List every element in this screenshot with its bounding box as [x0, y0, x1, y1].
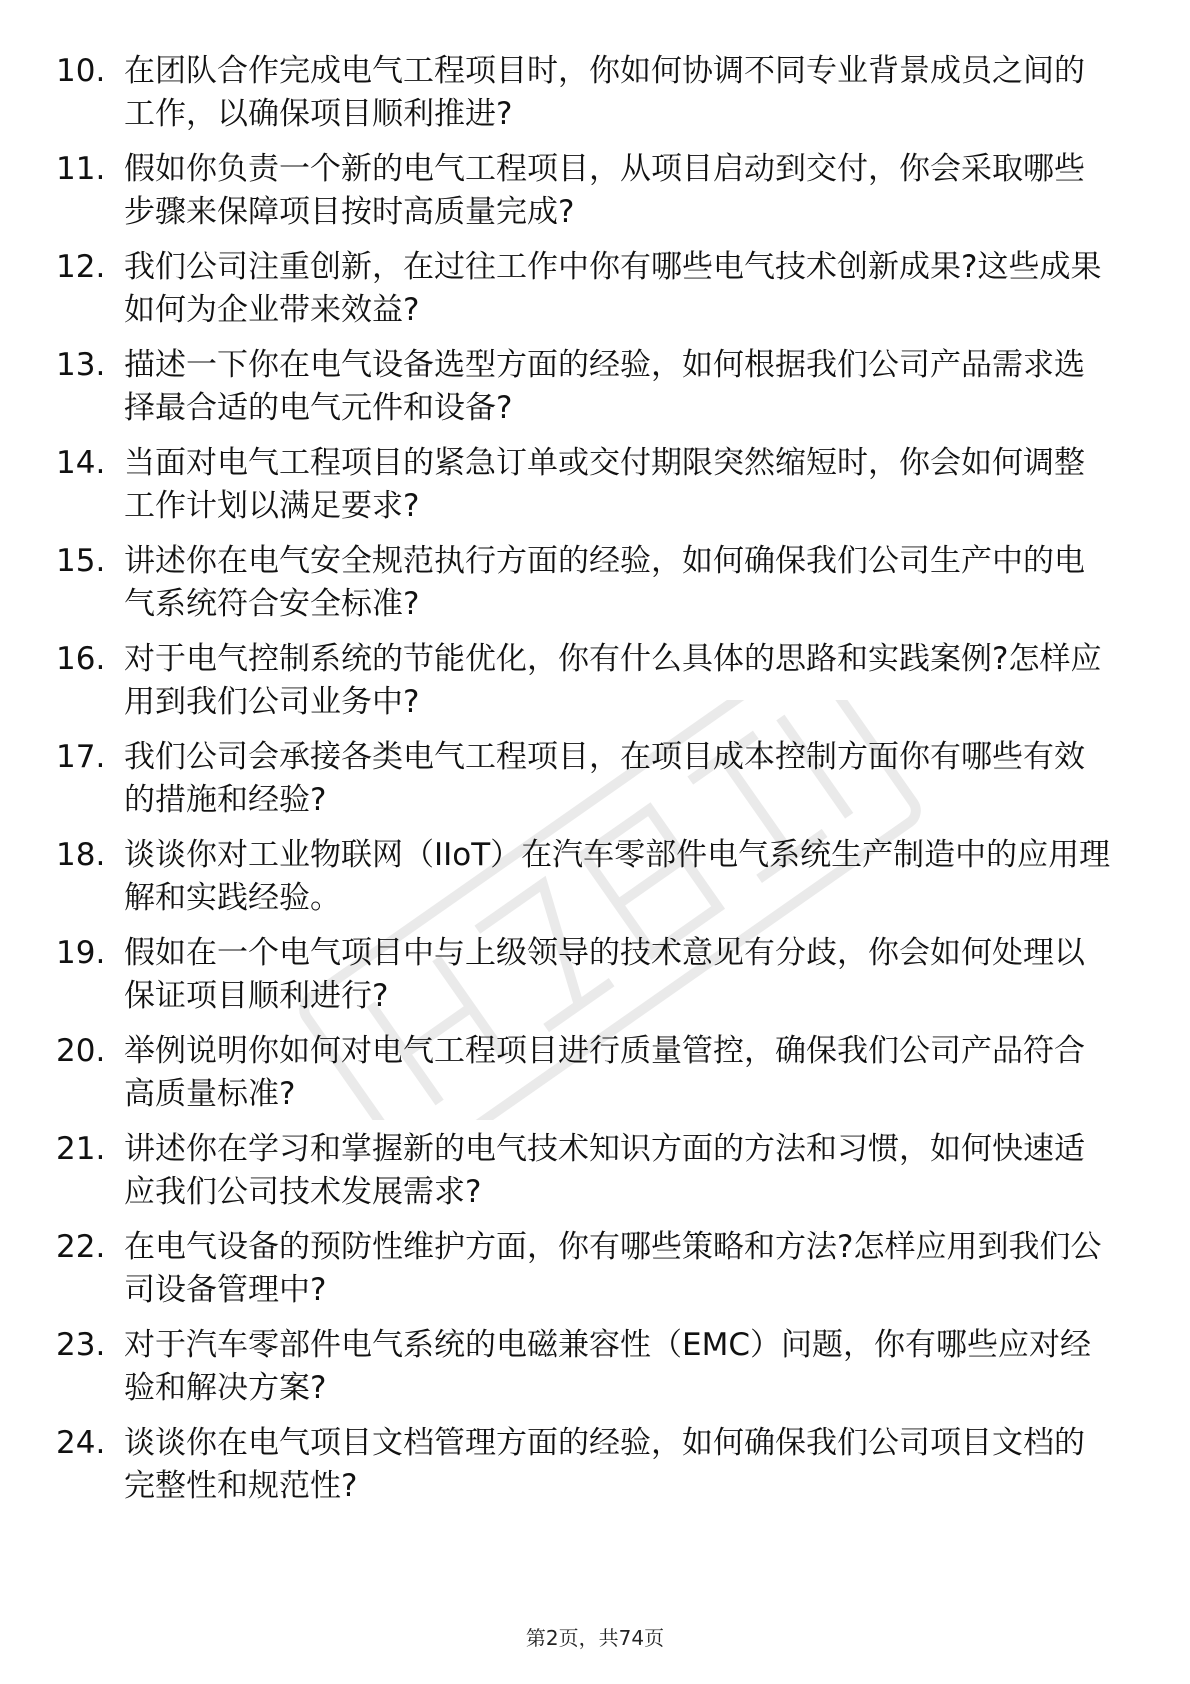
question-item — [56, 638, 1116, 736]
question-text: 描述一下你在电气设备选型方面的经验，如何根据我们公司产品需求选择最合适的电气元件和设备? — [124, 347, 1085, 426]
question-item — [56, 246, 1116, 344]
question-number: 21. — [56, 1131, 106, 1167]
question-item — [56, 1226, 1116, 1324]
question-text: 在团队合作完成电气工程项目时，你如何协调不同专业背景成员之间的工作，以确保项目顺利推进? — [124, 53, 1085, 132]
question-item — [56, 932, 1116, 1030]
question-number: 20. — [56, 1033, 106, 1069]
question-text: 举例说明你如何对电气工程项目进行质量管控，确保我们公司产品符合高质量标准? — [124, 1033, 1085, 1112]
question-text: 假如在一个电气项目中与上级领导的技术意见有分歧，你会如何处理以保证项目顺利进行? — [124, 935, 1085, 1014]
question-number: 14. — [56, 445, 106, 481]
question-text: 对于电气控制系统的节能优化，你有什么具体的思路和实践案例?怎样应用到我们公司业务中? — [124, 641, 1102, 720]
question-item — [56, 540, 1116, 638]
question-number: 11. — [56, 151, 106, 187]
question-number: 15. — [56, 543, 106, 579]
question-item — [56, 736, 1116, 834]
question-text: 讲述你在电气安全规范执行方面的经验，如何确保我们公司生产中的电气系统符合安全标准? — [124, 543, 1085, 622]
question-text: 对于汽车零部件电气系统的电磁兼容性（EMC）问题，你有哪些应对经验和解决方案? — [124, 1327, 1091, 1406]
question-text: 谈谈你对工业物联网（IIoT）在汽车零部件电气系统生产制造中的应用理解和实践经验。 — [124, 837, 1111, 916]
question-number: 18. — [56, 837, 106, 873]
question-item — [56, 1324, 1116, 1422]
question-number: 17. — [56, 739, 106, 775]
question-list — [56, 50, 1116, 1520]
question-item — [56, 1422, 1116, 1520]
question-number: 19. — [56, 935, 106, 971]
question-number: 22. — [56, 1229, 106, 1265]
question-item — [56, 1128, 1116, 1226]
question-text: 当面对电气工程项目的紧急订单或交付期限突然缩短时，你会如何调整工作计划以满足要求? — [124, 445, 1085, 524]
question-item — [56, 50, 1116, 148]
question-text: 谈谈你在电气项目文档管理方面的经验，如何确保我们公司项目文档的完整性和规范性? — [124, 1425, 1085, 1504]
question-text: 讲述你在学习和掌握新的电气技术知识方面的方法和习惯，如何快速适应我们公司技术发展需求? — [124, 1131, 1085, 1210]
question-number: 16. — [56, 641, 106, 677]
question-number: 13. — [56, 347, 106, 383]
question-number: 10. — [56, 53, 106, 89]
question-text: 假如你负责一个新的电气工程项目，从项目启动到交付，你会采取哪些步骤来保障项目按时高质量完成? — [124, 151, 1085, 230]
page-footer: 第2页，共74页 — [525, 1626, 665, 1650]
question-item — [56, 148, 1116, 246]
question-item — [56, 1030, 1116, 1128]
question-text: 在电气设备的预防性维护方面，你有哪些策略和方法?怎样应用到我们公司设备管理中? — [124, 1229, 1102, 1308]
question-number: 24. — [56, 1425, 106, 1461]
question-item — [56, 344, 1116, 442]
question-item — [56, 834, 1116, 932]
question-item — [56, 442, 1116, 540]
question-text: 我们公司注重创新，在过往工作中你有哪些电气技术创新成果?这些成果如何为企业带来效益? — [124, 249, 1102, 328]
question-number: 12. — [56, 249, 106, 285]
question-number: 23. — [56, 1327, 106, 1363]
question-text: 我们公司会承接各类电气工程项目，在项目成本控制方面你有哪些有效的措施和经验? — [124, 739, 1085, 818]
